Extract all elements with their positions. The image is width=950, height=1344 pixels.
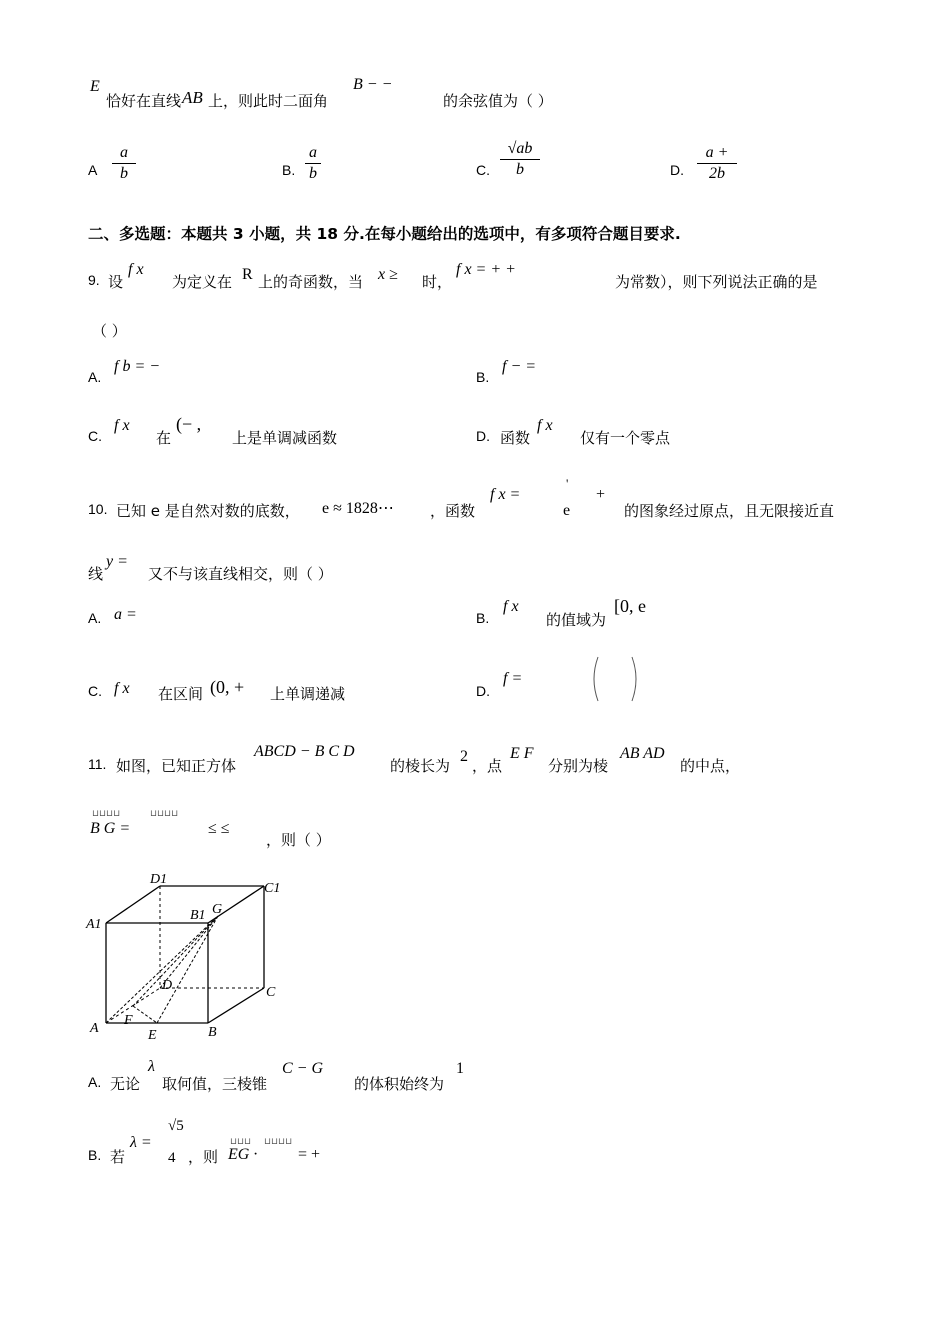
- line-f-e: [133, 1006, 157, 1023]
- q11-points-ef: E F: [510, 745, 534, 762]
- q9-option-d-label: D.: [476, 428, 490, 444]
- q9-fx-def: f x = + +: [456, 261, 516, 278]
- q9-text-1: 设: [108, 273, 124, 291]
- q8-option-c-fraction: √ab b: [500, 140, 540, 179]
- q8-option-a-fraction: a b: [112, 144, 136, 183]
- q11-option-b-dot: EG ·: [228, 1146, 258, 1163]
- label-c: C: [266, 985, 276, 1000]
- q8-option-d-fraction: a + 2b: [697, 144, 737, 183]
- q9-option-b-expr: f − =: [502, 358, 537, 375]
- edge-a1-d1: [106, 886, 160, 923]
- q11-option-b-vector-arrow: ⊔⊔⊔: [230, 1136, 252, 1146]
- q11-inequality: ≤ ≤: [208, 820, 230, 837]
- q11-option-a-text-2: 取何值，三棱锥: [162, 1075, 268, 1093]
- q10-text-1: 已知 e 是自然对数的底数，: [116, 502, 300, 520]
- q11-edge-length: 2: [460, 748, 468, 765]
- label-e: E: [148, 1028, 157, 1043]
- q11-text-5: 的中点，: [680, 757, 741, 775]
- q11-text-1: 如图，已知正方体: [116, 757, 237, 775]
- q10-text-4: 线: [88, 565, 104, 583]
- q10-text-3: 的图象经过原点，且无限接近直: [624, 502, 835, 520]
- label-d: D: [162, 978, 173, 993]
- q11-option-a-text-1: 无论: [110, 1075, 141, 1093]
- q11-option-a-lambda: λ: [148, 1058, 155, 1075]
- q10-option-d-brackets: [588, 654, 646, 704]
- q8-text-2: 上，则此时二面角: [208, 92, 329, 110]
- q9-option-a-label: A.: [88, 369, 102, 385]
- line-e-g: [157, 916, 218, 1023]
- q9-paren: （ ）: [92, 322, 127, 340]
- q10-fx: f x =: [490, 486, 521, 503]
- q9-option-c-expr: f x: [114, 417, 130, 434]
- dihedral-angle: B − −: [353, 76, 393, 93]
- q10-option-b-text: 的值域为: [546, 611, 607, 629]
- q9-text-3: 上的奇函数，当: [258, 273, 364, 291]
- q8-option-a-label: A: [88, 162, 98, 178]
- q8-text-3: 的余弦值为（ ）: [443, 92, 553, 110]
- q9-option-b-label: B.: [476, 369, 490, 385]
- q9-real-set: R: [242, 266, 253, 283]
- q10-option-c-text-2: 上单调递减: [270, 685, 346, 703]
- q10-option-c-text-1: 在区间: [158, 685, 204, 703]
- q10-option-b-expr: f x: [503, 598, 519, 615]
- q11-cube: ABCD − B C D: [254, 743, 355, 760]
- q10-text-2: ，函数: [430, 502, 476, 520]
- q11-option-a-text-3: 的体积始终为: [354, 1075, 445, 1093]
- cube-figure: [80, 866, 300, 1046]
- q8-option-c-label: C.: [476, 162, 490, 178]
- q10-option-b-range: [0, e: [614, 596, 646, 616]
- q9-option-d-expr: f x: [537, 417, 553, 434]
- label-b: B: [208, 1025, 217, 1040]
- q11-edges: AB AD: [620, 745, 665, 762]
- label-d1: D1: [150, 872, 168, 887]
- edge-b-c: [208, 988, 264, 1023]
- q11-option-b-frac-den: 4: [168, 1150, 176, 1166]
- line-f-g: [133, 916, 218, 1006]
- q9-option-d-text-1: 函数: [500, 429, 531, 447]
- line-a-g: [106, 916, 218, 1023]
- q9-option-c-text-1: 在: [156, 429, 172, 447]
- q10-exp-mark: ': [566, 476, 569, 491]
- q10-option-c-expr: f x: [114, 680, 130, 697]
- q10-plus: +: [596, 486, 606, 503]
- q9-option-c-text-2: 上是单调减函数: [232, 429, 338, 447]
- label-f: F: [124, 1013, 133, 1028]
- q9-number: 9.: [88, 272, 100, 288]
- q11-vector-arrow-2: ⊔⊔⊔⊔: [150, 808, 179, 818]
- label-c1: C1: [264, 881, 281, 896]
- q9-text-5: 为常数），则下列说法正确的是: [615, 273, 818, 291]
- q11-option-b-vector-arrow-2: ⊔⊔⊔⊔: [264, 1136, 293, 1146]
- q11-option-a-label: A.: [88, 1074, 102, 1090]
- q11-option-a-pyramid: C − G: [282, 1060, 324, 1077]
- line-ab: AB: [182, 88, 203, 107]
- q11-text-4: 分别为棱: [548, 757, 609, 775]
- q9-condition: x ≥: [378, 266, 398, 283]
- q9-option-d-text-2: 仅有一个零点: [580, 429, 671, 447]
- q11-number: 11.: [88, 756, 107, 772]
- q10-option-b-label: B.: [476, 610, 490, 626]
- q11-vector: B G =: [90, 820, 131, 837]
- q9-option-a-expr: f b = −: [114, 358, 161, 375]
- q11-text-2: 的棱长为: [390, 757, 451, 775]
- label-b1: B1: [190, 908, 206, 923]
- q11-option-b-frac-num: √5: [168, 1118, 184, 1134]
- q11-option-b-text-2: ，则: [188, 1148, 219, 1166]
- q11-option-a-value: 1: [456, 1060, 464, 1077]
- q11-option-b-label: B.: [88, 1147, 102, 1163]
- q11-option-b-text-1: 若: [110, 1148, 126, 1166]
- label-a: A: [90, 1021, 99, 1036]
- q10-option-c-interval: (0, +: [210, 677, 245, 697]
- q11-text-3: ，点: [472, 757, 503, 775]
- q8-option-b-label: B.: [282, 162, 296, 178]
- q8-option-b-fraction: a b: [305, 144, 321, 183]
- point-e: E: [90, 78, 100, 95]
- q11-vector-arrow: ⊔⊔⊔⊔: [92, 808, 121, 818]
- q10-number: 10.: [88, 501, 108, 517]
- q11-text-6: ，则（ ）: [266, 831, 331, 849]
- q10-asymptote: y =: [106, 553, 128, 570]
- q9-option-c-label: C.: [88, 428, 102, 444]
- q9-option-c-interval: (− ,: [176, 414, 202, 434]
- q10-option-a-expr: a =: [114, 606, 137, 623]
- q10-option-a-label: A.: [88, 610, 102, 626]
- q10-e: e: [563, 502, 571, 519]
- q10-approx: e ≈ 1828⋯: [322, 500, 394, 517]
- q10-option-d-expr: f =: [503, 670, 523, 687]
- label-a1: A1: [86, 917, 102, 932]
- q10-text-5: 又不与该直线相交，则（ ）: [148, 565, 333, 583]
- q11-option-b-lambda: λ =: [130, 1134, 152, 1151]
- q9-text-4: 时，: [422, 273, 453, 291]
- label-g: G: [212, 902, 223, 917]
- q10-option-c-label: C.: [88, 683, 102, 699]
- q8-text-1: 恰好在直线: [106, 92, 182, 110]
- q8-option-d-label: D.: [670, 162, 684, 178]
- q9-text-2: 为定义在: [172, 273, 233, 291]
- q11-option-b-rest: = +: [298, 1146, 321, 1163]
- section-2-title: 二、多选题：本题共 3 小题，共 18 分.在每小题给出的选项中，有多项符合题目要求.: [88, 225, 681, 243]
- q9-fx: f x: [128, 261, 144, 278]
- q10-option-d-label: D.: [476, 683, 490, 699]
